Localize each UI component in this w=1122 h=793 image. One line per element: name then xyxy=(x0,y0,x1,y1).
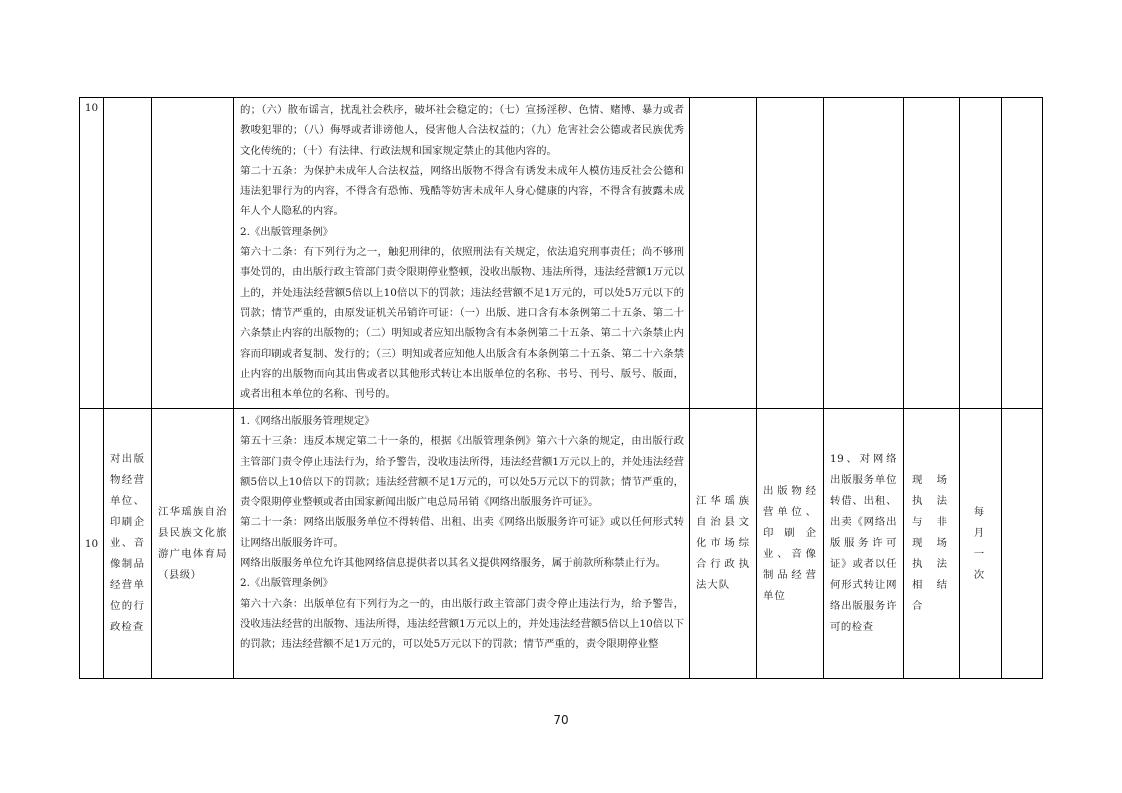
item-cell xyxy=(104,409,152,679)
inspection-method: 现场执法与非现场执法相结合 xyxy=(912,474,951,612)
matter-cell xyxy=(824,409,904,679)
row-number-cell xyxy=(80,409,104,679)
enforcer-cell xyxy=(690,409,757,679)
basis-line: 第二十五条：为保护未成年人合法权益，网络出版物不得含有诱发未成年人模仿违反社会公德和违法犯罪行为的内容，不得含有恐怖、残酷等妨害未成年人身心健康的内容，不得含有披露未成年人个人隐私的内容。 xyxy=(240,164,684,218)
frequency-cell xyxy=(960,409,1002,679)
row-number-cell xyxy=(80,98,104,409)
basis-line: 第六十二条：有下列行为之一，触犯刑律的，依照刑法有关规定，依法追究刑事责任；尚不够刑事处罚的，由出版行政主管部门责令限期停业整顿，没收出版物、违法所得，违法经营额1万元以上的，并处违法经营额5倍以上10倍以下的罚款；违法经营额不足1万元的，可以处5万元以下的罚款；情节严重的，由原发证机关吊销许可证：（一）出版、进口含有本条例第二十五条、第二十六条禁止内容的出版物的；（二）明知或者应知出版物含有本条例第二十五条、第二十六条禁止内容而印刷或者复制、发行的；（三）明知或者应知他人出版含有本条例第二十五条、第二十六条禁止内容的出版物而向其出售或者以其他形式转让本出版单位的名称、书号、刊号、版号、版面，或者出租本单位的名称、刊号的。 xyxy=(240,246,684,401)
department: 江华瑶族自治县民族文化旅游广电体育局（县级） xyxy=(158,505,227,581)
inspection-target: 出版物经营单位、印刷企业、音像制品经营单位 xyxy=(763,484,817,602)
row-number: 10 xyxy=(84,102,99,114)
basis-line: 2.《出版管理条例》 xyxy=(240,577,334,590)
table-row-main xyxy=(80,409,1043,679)
inspection-matter: 19、对网络出版服务单位转借、出租、出卖《网络出版服务许可证》或者以任何形式转让网络出版服务许可的检查 xyxy=(830,453,897,633)
table-row-continued xyxy=(80,98,1043,409)
inspection-table xyxy=(79,97,1043,679)
target-cell xyxy=(757,409,824,679)
basis-line: 2.《出版管理条例》 xyxy=(240,225,334,238)
basis-line: 第五十三条：违反本规定第二十一条的，根据《出版管理条例》第六十六条的规定，由出版行政主管部门责令停止违法行为，给予警告，没收违法所得，违法经营额1万元以上的，并处违法经营额5倍以上10倍以下的罚款；违法经营额不足1万元的，可以处5万元以下的罚款；情节严重的，责令限期停业整顿或者由国家新闻出版广电总局吊销《网络出版服务许可证》。 xyxy=(240,435,684,509)
dept-cell xyxy=(152,409,234,679)
remark-cell xyxy=(1002,409,1043,679)
basis-line: 第二十一条：网络出版服务单位不得转借、出租、出卖《网络出版服务许可证》或以任何形式转让网络出版服务许可。 xyxy=(240,516,684,549)
row-number: 10 xyxy=(84,537,99,550)
matter-cell-empty xyxy=(824,98,904,409)
method-cell xyxy=(904,409,960,679)
remark-cell-empty xyxy=(1002,98,1043,409)
basis-cell xyxy=(234,98,690,409)
page-number: 70 xyxy=(553,713,569,727)
inspection-frequency: 每月一次 xyxy=(973,505,988,581)
basis-line: 1.《网络出版服务管理规定》 xyxy=(240,415,375,427)
basis-line: 的；（六）散布谣言，扰乱社会秩序，破坏社会稳定的；（七）宣扬淫秽、色情、赌博、暴力或者教唆犯罪的；（八）侮辱或者诽谤他人，侵害他人合法权益的；（九）危害社会公德或者民族优秀文化传统的；（十）有法律、行政法规和国家规定禁止的其他内容的。 xyxy=(240,104,684,157)
enforcer-cell-empty xyxy=(690,98,757,409)
target-cell-empty xyxy=(757,98,824,409)
basis-text xyxy=(234,98,689,404)
method-cell-empty xyxy=(904,98,960,409)
inspection-item: 对出版物经营单位、印刷企业、音像制品经营单位的行政检查 xyxy=(110,453,145,633)
frequency-cell-empty xyxy=(960,98,1002,409)
basis-line: 第六十六条：出版单位有下列行为之一的，由出版行政主管部门责令停止违法行为，给予警告，没收违法经营的出版物、违法所得，违法经营额1万元以上的，并处违法经营额5倍以上10倍以下的罚款；违法经营额不足1万元的，可以处5万元以下的罚款；情节严重的，责令限期停业整 xyxy=(240,597,684,651)
dept-cell-empty xyxy=(152,98,234,409)
basis-cell xyxy=(234,409,690,679)
enforcer: 江华瑶族自治县文化市场综合行政执法大队 xyxy=(696,495,750,591)
basis-line: 网络出版服务单位允许其他网络信息提供者以其名义提供网络服务，属于前款所称禁止行为。 xyxy=(240,557,667,570)
basis-text xyxy=(234,409,689,655)
item-cell-empty xyxy=(104,98,152,409)
